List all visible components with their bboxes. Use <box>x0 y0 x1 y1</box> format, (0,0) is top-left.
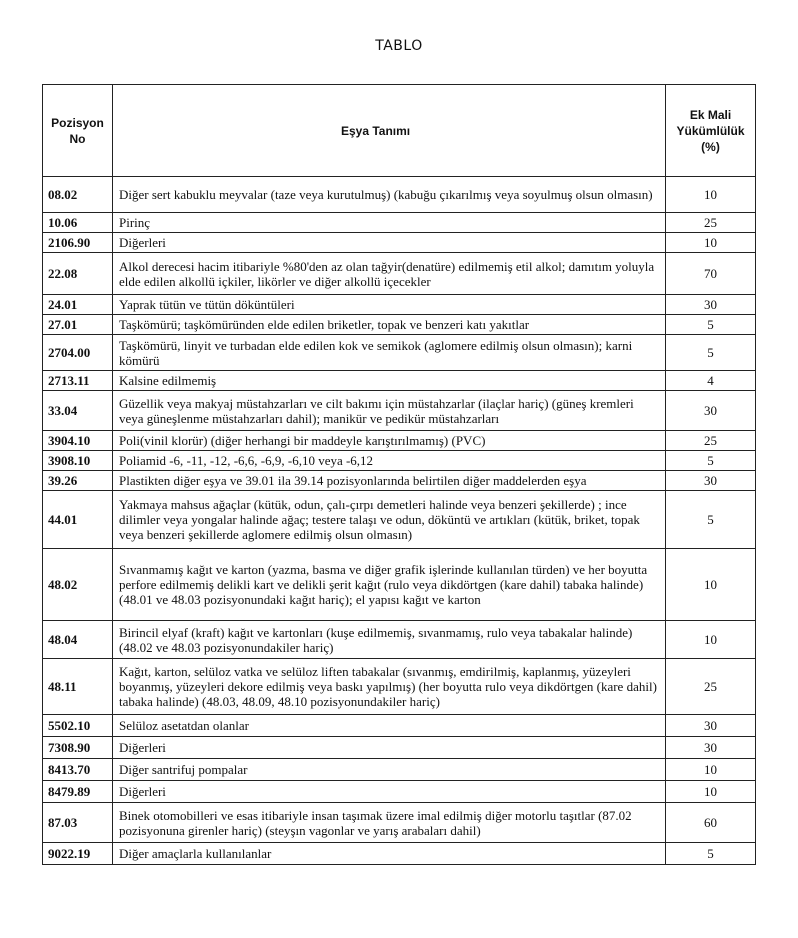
description-cell: Diğerleri <box>113 781 666 803</box>
position-cell: 08.02 <box>43 177 113 213</box>
description-cell: Pirinç <box>113 213 666 233</box>
position-cell: 8479.89 <box>43 781 113 803</box>
table-row <box>43 451 756 471</box>
header-position-line1: Pozisyon <box>51 115 104 130</box>
position-cell: 2106.90 <box>43 233 113 253</box>
table-row <box>43 471 756 491</box>
rate-cell: 4 <box>666 371 756 391</box>
position-cell: 27.01 <box>43 315 113 335</box>
description-cell: Alkol derecesi hacim itibariyle %80'den az olan tağyir(denatüre) edilmemiş etil alkol; damıtım yoluyla elde edilen alkollü içkiler, likörler ve diğer alkollü içecekler <box>113 253 666 295</box>
description-cell: Diğer sert kabuklu meyvalar (taze veya kurutulmuş) (kabuğu çıkarılmış veya soyulmuş olsun olmasın) <box>113 177 666 213</box>
description-cell: Kalsine edilmemiş <box>113 371 666 391</box>
rate-cell: 30 <box>666 715 756 737</box>
rate-cell: 10 <box>666 759 756 781</box>
description-cell: Yaprak tütün ve tütün döküntüleri <box>113 295 666 315</box>
description-cell: Selüloz asetatdan olanlar <box>113 715 666 737</box>
table-row <box>43 621 756 659</box>
header-position <box>43 85 113 177</box>
description-cell: Diğer amaçlarla kullanılanlar <box>113 843 666 865</box>
table-row <box>43 295 756 315</box>
rate-cell: 10 <box>666 621 756 659</box>
position-cell: 2713.11 <box>43 371 113 391</box>
description-cell: Yakmaya mahsus ağaçlar (kütük, odun, çalı-çırpı demetleri halinde veya benzeri şekillerde) ; ince dilimler veya yongalar halinde ağaç; testere talaşı ve odun, döküntü ve artıkları (kütük, briket, topak veya benzeri şekillerde aglomere edilmiş olsun olmasın) <box>113 491 666 549</box>
tariff-table <box>42 84 756 865</box>
table-row <box>43 431 756 451</box>
table-row <box>43 781 756 803</box>
rate-cell: 10 <box>666 177 756 213</box>
rate-cell: 60 <box>666 803 756 843</box>
header-rate-line2: Yükümlülük <box>676 123 745 138</box>
description-cell: Taşkömürü; taşkömüründen elde edilen briketler, topak ve benzeri katı yakıtlar <box>113 315 666 335</box>
description-cell: Poli(vinil klorür) (diğer herhangi bir maddeyle karıştırılmamış) (PVC) <box>113 431 666 451</box>
description-cell: Plastikten diğer eşya ve 39.01 ila 39.14 pozisyonlarında belirtilen diğer maddelerden eşya <box>113 471 666 491</box>
position-cell: 33.04 <box>43 391 113 431</box>
table-row <box>43 659 756 715</box>
rate-cell: 10 <box>666 233 756 253</box>
table-row <box>43 315 756 335</box>
rate-cell: 5 <box>666 491 756 549</box>
rate-cell: 30 <box>666 737 756 759</box>
description-cell: Kağıt, karton, selüloz vatka ve selüloz liften tabakalar (sıvanmış, emdirilmiş, kaplanmış, yüzeyleri boyanmış, yüzeyleri dekore edilmiş veya baskı yapılmış) (her boyutta rulo veya dikdörtgen (kare dahil) tabaka halinde) (48.03, 48.09, 48.10 pozisyonundakiler hariç) <box>113 659 666 715</box>
position-cell: 3904.10 <box>43 431 113 451</box>
description-cell: Diğer santrifuj pompalar <box>113 759 666 781</box>
table-row <box>43 491 756 549</box>
header-rate-line3: (%) <box>701 139 720 154</box>
header-position-line2: No <box>69 131 86 146</box>
rate-cell: 5 <box>666 315 756 335</box>
rate-cell: 5 <box>666 451 756 471</box>
rate-cell: 5 <box>666 843 756 865</box>
position-cell: 48.11 <box>43 659 113 715</box>
description-cell: Poliamid -6, -11, -12, -6,6, -6,9, -6,10 veya -6,12 <box>113 451 666 471</box>
position-cell: 10.06 <box>43 213 113 233</box>
table-row <box>43 371 756 391</box>
rate-cell: 25 <box>666 431 756 451</box>
position-cell: 24.01 <box>43 295 113 315</box>
position-cell: 3908.10 <box>43 451 113 471</box>
position-cell: 87.03 <box>43 803 113 843</box>
rate-cell: 30 <box>666 295 756 315</box>
header-row <box>43 85 756 177</box>
position-cell: 7308.90 <box>43 737 113 759</box>
position-cell: 8413.70 <box>43 759 113 781</box>
table-row <box>43 843 756 865</box>
position-cell: 22.08 <box>43 253 113 295</box>
table-row <box>43 391 756 431</box>
position-cell: 44.01 <box>43 491 113 549</box>
description-cell: Diğerleri <box>113 737 666 759</box>
table-row <box>43 759 756 781</box>
position-cell: 9022.19 <box>43 843 113 865</box>
rate-cell: 10 <box>666 549 756 621</box>
table-row <box>43 737 756 759</box>
header-description <box>113 85 666 177</box>
table-row <box>43 177 756 213</box>
rate-cell: 25 <box>666 659 756 715</box>
header-rate-line1: Ek Mali <box>689 107 732 122</box>
table-row <box>43 335 756 371</box>
table-row <box>43 803 756 843</box>
description-cell: Birincil elyaf (kraft) kağıt ve kartonları (kuşe edilmemiş, sıvanmamış, rulo veya tabakalar halinde) (48.02 ve 48.03 pozisyonundakiler hariç) <box>113 621 666 659</box>
description-cell: Taşkömürü, linyit ve turbadan elde edilen kok ve semikok (aglomere edilmiş olsun olmasın); karni kömürü <box>113 335 666 371</box>
description-cell: Sıvanmamış kağıt ve karton (yazma, basma ve diğer grafik işlerinde kullanılan türden) ve her boyutta perfore edilmemiş delikli kart ve delikli şerit kağıt (rulo veya dikdörtgen (kare dahil) tabaka halinde) (48.01 ve 48.03 pozisyonundaki kağıt hariç); el yapısı kağıt ve karton <box>113 549 666 621</box>
rate-cell: 30 <box>666 471 756 491</box>
description-cell: Binek otomobilleri ve esas itibariyle insan taşımak üzere imal edilmiş diğer motorlu taşıtlar (87.02 pozisyonuna girenler hariç) (steyşın vagonlar ve yarış arabaları dahil) <box>113 803 666 843</box>
table-row <box>43 233 756 253</box>
rate-cell: 70 <box>666 253 756 295</box>
rate-cell: 5 <box>666 335 756 371</box>
rate-cell: 10 <box>666 781 756 803</box>
rate-cell: 30 <box>666 391 756 431</box>
position-cell: 48.04 <box>43 621 113 659</box>
table-row <box>43 715 756 737</box>
table-row <box>43 549 756 621</box>
table-row <box>43 213 756 233</box>
description-cell: Diğerleri <box>113 233 666 253</box>
position-cell: 2704.00 <box>43 335 113 371</box>
header-rate <box>666 85 756 177</box>
rate-cell: 25 <box>666 213 756 233</box>
page-title: TABLO <box>375 38 423 54</box>
position-cell: 48.02 <box>43 549 113 621</box>
description-cell: Güzellik veya makyaj müstahzarları ve cilt bakımı için müstahzarlar (ilaçlar hariç) (güneş kremleri veya güneşlenme müstahzarları dahil); manikür ve pedikür müstahzarları <box>113 391 666 431</box>
header-description-label: Eşya Tanımı <box>341 123 411 138</box>
table-row <box>43 253 756 295</box>
position-cell: 39.26 <box>43 471 113 491</box>
position-cell: 5502.10 <box>43 715 113 737</box>
